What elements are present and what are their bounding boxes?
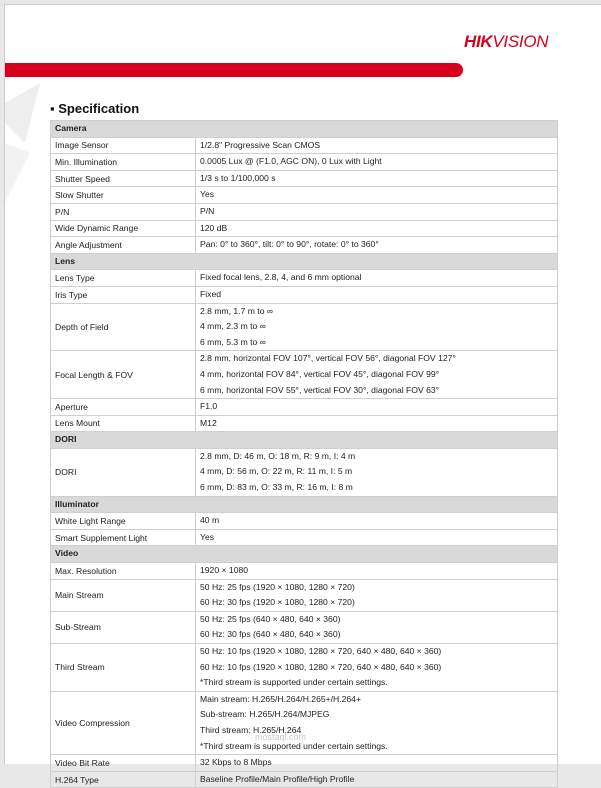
spec-value-line: F1.0 <box>200 401 218 412</box>
table-row <box>51 563 558 580</box>
spec-value-line: *Third stream is supported under certain settings. <box>200 677 388 688</box>
spec-label: Smart Supplement Light <box>51 529 196 546</box>
table-row <box>51 691 558 754</box>
spec-value-line: Third stream: H.265/H.264 <box>200 724 302 735</box>
spec-value-line: Fixed <box>200 288 222 299</box>
spec-value-line: Pan: 0° to 360°, tilt: 0° to 90°, rotate: 0° to 360° <box>200 239 379 250</box>
spec-value <box>196 220 558 237</box>
section-title: Camera <box>51 121 558 138</box>
spec-value-line: 6 mm, D: 83 m, O: 33 m, R: 16 m, I: 8 m <box>200 482 353 493</box>
spec-label: Video Bit Rate <box>51 755 196 772</box>
spec-value <box>196 563 558 580</box>
section-header <box>51 546 558 563</box>
table-row <box>51 237 558 254</box>
table-row <box>51 170 558 187</box>
spec-label: Slow Shutter <box>51 187 196 204</box>
spec-value <box>196 137 558 154</box>
spec-label: Lens Type <box>51 270 196 287</box>
spec-label: Aperture <box>51 399 196 416</box>
spec-value <box>196 513 558 530</box>
spec-value <box>196 286 558 303</box>
spec-label: Lens Mount <box>51 415 196 432</box>
spec-value-line: 2.8 mm, horizontal FOV 107°, vertical FOV 56°, diagonal FOV 127° <box>200 353 456 364</box>
logo-part: VISION <box>492 32 549 51</box>
spec-table <box>50 120 558 788</box>
spec-value <box>196 771 558 788</box>
spec-label: Sub-Stream <box>51 611 196 643</box>
table-row <box>51 529 558 546</box>
spec-label: Angle Adjustment <box>51 237 196 254</box>
section-header <box>51 432 558 449</box>
section-title: DORI <box>51 432 558 449</box>
spec-value <box>196 237 558 254</box>
spec-value-line: 6 mm, 5.3 m to ∞ <box>200 336 266 347</box>
spec-value-line: 4 mm, 2.3 m to ∞ <box>200 321 266 332</box>
spec-value-line: 50 Hz: 25 fps (1920 × 1080, 1280 × 720) <box>200 581 355 592</box>
spec-value-line: 0.0005 Lux @ (F1.0, AGC ON), 0 Lux with Light <box>200 156 382 167</box>
spec-value-line: 2.8 mm, 1.7 m to ∞ <box>200 305 273 316</box>
title-text: Specification <box>58 101 140 116</box>
spec-value-line: 60 Hz: 10 fps (1920 × 1080, 1280 × 720, 640 × 480, 640 × 360) <box>200 661 442 672</box>
table-row <box>51 351 558 399</box>
spec-value-line: 120 dB <box>200 222 228 233</box>
spec-value <box>196 448 558 496</box>
header-red-bar <box>5 63 463 77</box>
table-row <box>51 771 558 788</box>
spec-value <box>196 203 558 220</box>
section-header <box>51 496 558 513</box>
spec-value-line: *Third stream is supported under certain settings. <box>200 740 388 751</box>
spec-value <box>196 579 558 611</box>
spec-value <box>196 351 558 399</box>
spec-label: Shutter Speed <box>51 170 196 187</box>
spec-value-line: Fixed focal lens, 2.8, 4, and 6 mm optional <box>200 272 362 283</box>
spec-value-line: 1/3 s to 1/100,000 s <box>200 172 276 183</box>
spec-label: Iris Type <box>51 286 196 303</box>
section-header <box>51 121 558 138</box>
spec-value <box>196 170 558 187</box>
spec-value-line: 1/2.8" Progressive Scan CMOS <box>200 139 321 150</box>
section-title: Lens <box>51 253 558 270</box>
table-row <box>51 303 558 351</box>
spec-value-line: Baseline Profile/Main Profile/High Profile <box>200 773 355 784</box>
spec-value <box>196 611 558 643</box>
spec-value-line: 50 Hz: 25 fps (640 × 480, 640 × 360) <box>200 613 341 624</box>
spec-value <box>196 644 558 692</box>
spec-value <box>196 399 558 416</box>
table-row <box>51 187 558 204</box>
spec-page <box>4 4 601 785</box>
spec-value-line: 2.8 mm, D: 46 m, O: 18 m, R: 9 m, I: 4 m <box>200 450 356 461</box>
table-row <box>51 755 558 772</box>
table-row <box>51 203 558 220</box>
spec-label: White Light Range <box>51 513 196 530</box>
spec-value <box>196 303 558 351</box>
spec-value-line: M12 <box>200 417 217 428</box>
spec-value-line: 60 Hz: 30 fps (640 × 480, 640 × 360) <box>200 629 341 640</box>
logo-part: HIK <box>464 32 493 51</box>
spec-label: P/N <box>51 203 196 220</box>
spec-value-line: 32 Kbps to 8 Mbps <box>200 757 272 768</box>
spec-value-line: 6 mm, horizontal FOV 55°, vertical FOV 30°, diagonal FOV 63° <box>200 384 440 395</box>
spec-value <box>196 187 558 204</box>
spec-value <box>196 154 558 171</box>
section-header <box>51 253 558 270</box>
spec-value-line: P/N <box>200 205 215 216</box>
table-row <box>51 415 558 432</box>
spec-label: Max. Resolution <box>51 563 196 580</box>
spec-label: Wide Dynamic Range <box>51 220 196 237</box>
table-row <box>51 399 558 416</box>
hikvision-logo <box>464 32 548 52</box>
table-row <box>51 644 558 692</box>
spec-value <box>196 270 558 287</box>
spec-label: Min. Illumination <box>51 154 196 171</box>
section-title: Illuminator <box>51 496 558 513</box>
spec-value-line: 60 Hz: 30 fps (1920 × 1080, 1280 × 720) <box>200 597 355 608</box>
spec-label: Image Sensor <box>51 137 196 154</box>
spec-value-line: 50 Hz: 10 fps (1920 × 1080, 1280 × 720, 640 × 480, 640 × 360) <box>200 646 442 656</box>
spec-value-line: Sub-stream: H.265/H.264/MJPEG <box>200 709 330 720</box>
spec-value-line: 1920 × 1080 <box>200 565 249 576</box>
table-row <box>51 579 558 611</box>
table-row <box>51 286 558 303</box>
table-row <box>51 611 558 643</box>
table-row <box>51 154 558 171</box>
section-title: Video <box>51 546 558 563</box>
spec-value-line: 4 mm, D: 56 m, O: 22 m, R: 11 m, I: 5 m <box>200 466 353 477</box>
spec-label: Main Stream <box>51 579 196 611</box>
spec-label: Video Compression <box>51 691 196 754</box>
table-row <box>51 448 558 496</box>
spec-value <box>196 415 558 432</box>
spec-label: DORI <box>51 448 196 496</box>
spec-label: Depth of Field <box>51 303 196 351</box>
table-row <box>51 137 558 154</box>
watermark: mostaql.com <box>255 732 307 742</box>
spec-label: Third Stream <box>51 644 196 692</box>
spec-value-line: 4 mm, horizontal FOV 84°, vertical FOV 45°, diagonal FOV 99° <box>200 368 440 379</box>
table-row <box>51 513 558 530</box>
table-row <box>51 270 558 287</box>
table-row <box>51 220 558 237</box>
page-title: ▪ Specification <box>50 101 140 116</box>
spec-value-line: Yes <box>200 531 215 542</box>
spec-value <box>196 691 558 754</box>
spec-value-line: Main stream: H.265/H.264/H.265+/H.264+ <box>200 693 361 704</box>
spec-value-line: Yes <box>200 189 215 200</box>
spec-label: Focal Length & FOV <box>51 351 196 399</box>
spec-value-line: 40 m <box>200 515 220 526</box>
spec-value <box>196 529 558 546</box>
spec-value <box>196 755 558 772</box>
decorative-shape <box>5 83 45 203</box>
spec-label: H.264 Type <box>51 771 196 788</box>
